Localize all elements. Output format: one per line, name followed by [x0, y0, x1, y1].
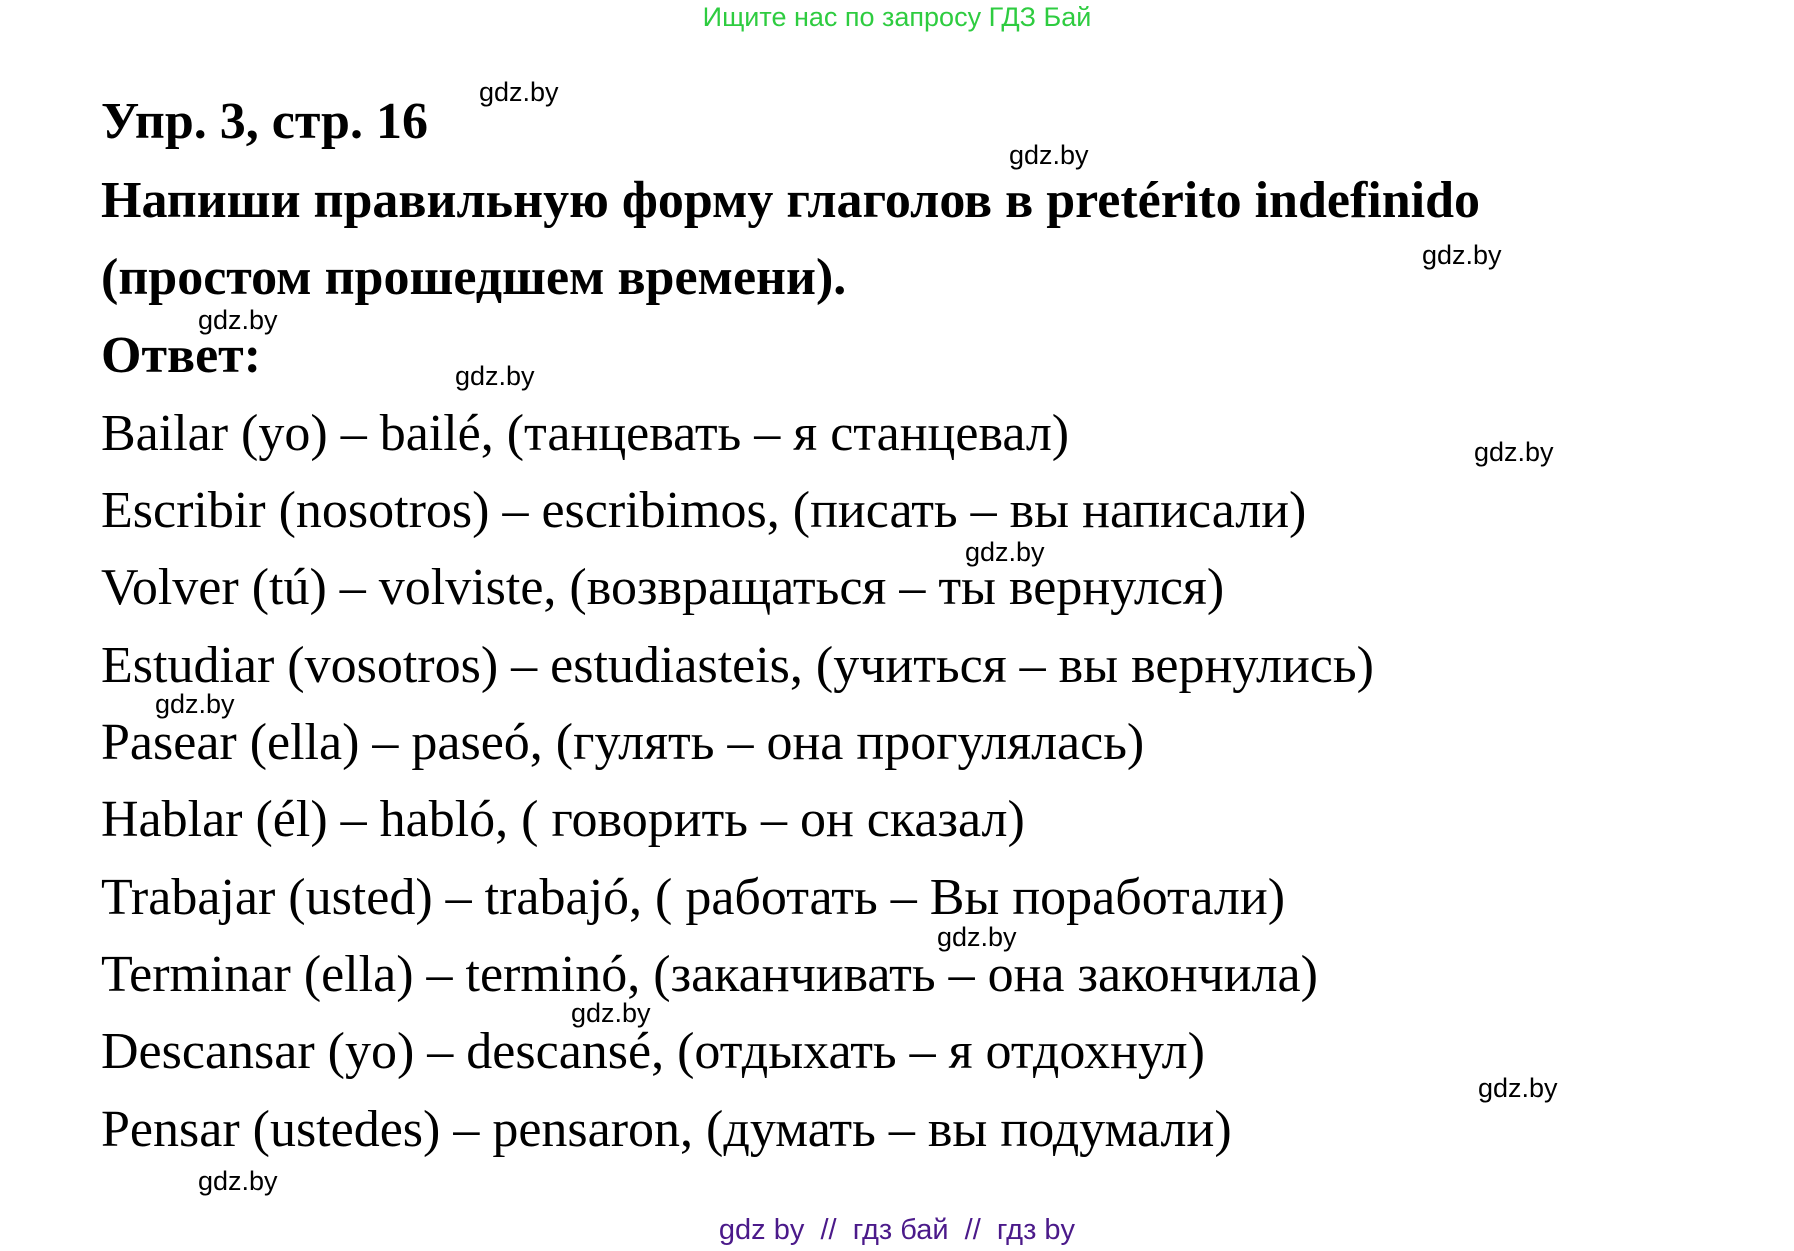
answer-line: Escribir (nosotros) – escribimos, (писать – вы написали) — [101, 482, 1307, 539]
answer-line: Trabajar (usted) – trabajó, ( работать – Вы поработали) — [101, 869, 1286, 926]
watermark: gdz.by — [1422, 240, 1502, 270]
watermark: gdz.by — [479, 77, 559, 107]
watermark: gdz.by — [1478, 1073, 1558, 1103]
watermark: gdz.by — [1009, 140, 1089, 170]
task-line-1: Напиши правильную форму глаголов в pretérito indefinido — [101, 172, 1480, 229]
answer-line: Bailar (yo) – bailé, (танцевать – я станцевал) — [101, 405, 1070, 462]
watermark: gdz.by — [1474, 437, 1554, 467]
watermark: gdz.by — [155, 689, 235, 719]
answer-line: Volver (tú) – volviste, (возвращаться – ты вернулся) — [101, 559, 1225, 616]
watermark: gdz.by — [198, 305, 278, 335]
answer-line: Descansar (yo) – descansé, (отдыхать – я отдохнул) — [101, 1023, 1205, 1080]
answer-line: Pasear (ella) – paseó, (гулять – она прогулялась) — [101, 714, 1145, 771]
answer-line: Terminar (ella) – terminó, (заканчивать – она закончила) — [101, 946, 1318, 1003]
task-line-2: (простом прошедшем времени). — [101, 249, 847, 306]
answer-line: Estudiar (vosotros) – estudiasteis, (учиться – вы вернулись) — [101, 637, 1374, 694]
watermark: gdz.by — [455, 361, 535, 391]
answer-line: Hablar (él) – habló, ( говорить – он сказал) — [101, 791, 1025, 848]
exercise-heading: Упр. 3, стр. 16 — [101, 93, 428, 150]
top-banner: Ищите нас по запросу ГДЗ Бай — [702, 2, 1092, 32]
answer-line: Pensar (ustedes) – pensaron, (думать – вы подумали) — [101, 1101, 1232, 1158]
answer-label: Ответ: — [101, 327, 262, 384]
watermark: gdz.by — [937, 922, 1017, 952]
watermark: gdz.by — [571, 998, 651, 1028]
bottom-banner: gdz by // гдз бай // гдз by — [718, 1214, 1076, 1246]
watermark: gdz.by — [198, 1166, 278, 1196]
watermark: gdz.by — [965, 537, 1045, 567]
